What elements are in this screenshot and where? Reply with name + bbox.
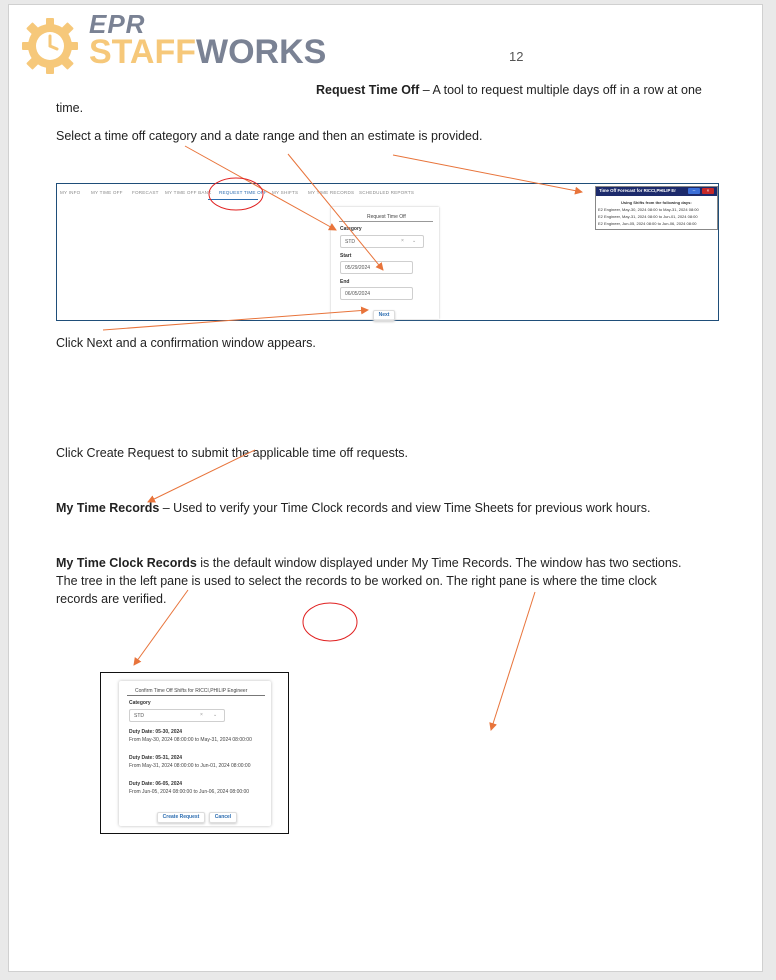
cancel-button[interactable]: Cancel — [209, 812, 237, 823]
highlight-circle-empty — [303, 603, 357, 641]
tab-my-time-off[interactable]: MY TIME OFF — [91, 190, 123, 195]
tab-my-shifts[interactable]: MY SHIFTS — [272, 190, 299, 195]
forecast-line: E2 Engineer, Jun-05, 2024 08:00 to Jun-06, 2024 08:00 — [598, 221, 697, 226]
close-icon[interactable]: × — [702, 188, 714, 194]
duty-range: From May-31, 2024 08:00:00 to Jun-01, 2024 08:00:00 — [129, 763, 251, 769]
minimize-icon[interactable]: – — [688, 188, 700, 194]
duty-range: From May-30, 2024 08:00:00 to May-31, 2024 08:00:00 — [129, 737, 252, 743]
tab-my-time-off-bank[interactable]: MY TIME OFF BANK — [165, 190, 212, 195]
arrow-to-next-button — [103, 310, 368, 330]
forecast-line: E2 Engineer, May-30, 2024 08:00 to May-31, 2024 08:00 — [598, 207, 699, 212]
time-clock-records-desc1: is the default window displayed under My Time Records. The window has two sections. — [196, 556, 682, 570]
forecast-line: E2 Engineer, May-31, 2024 08:00 to Jun-01, 2024 08:00 — [598, 214, 698, 219]
tab-my-info[interactable]: MY INFO — [60, 190, 81, 195]
logo-works-part: WORKS — [196, 33, 327, 71]
arrow-to-forecast-popup — [393, 155, 582, 192]
rto-description: – A tool to request multiple days off in a row at one — [419, 83, 702, 97]
click-create-instruction: Click Create Request to submit the applicable time off requests. — [56, 446, 409, 460]
clear-icon[interactable]: × — [401, 238, 404, 244]
next-button[interactable]: Next — [373, 310, 395, 321]
tab-my-time-records[interactable]: MY TIME RECORDS — [308, 190, 355, 195]
duty-range: From Jun-05, 2024 08:00:00 to Jun-06, 2024 08:00:00 — [129, 789, 250, 795]
confirm-category-label: Category — [129, 700, 151, 706]
time-clock-records-line3: records are verified. — [56, 592, 167, 606]
my-time-records-description: – Used to verify your Time Clock records and view Time Sheets for previous work hours. — [159, 501, 651, 515]
time-clock-records-heading: My Time Clock Records — [56, 556, 197, 570]
logo-epr-text: EPR — [89, 9, 146, 39]
chevron-down-icon[interactable]: ⌄ — [213, 712, 218, 718]
panel-title: Request Time Off — [367, 214, 406, 220]
start-date-value: 05/29/2024 — [345, 265, 371, 271]
clear-icon[interactable]: × — [200, 712, 203, 718]
select-instruction: Select a time off category and a date range and then an estimate is provided. — [56, 129, 483, 143]
confirm-category-value: STD — [134, 713, 144, 719]
page-number: 12 — [509, 49, 524, 64]
tab-request-time-off[interactable]: REQUEST TIME OFF — [219, 190, 267, 195]
duty-date: Duty Date: 05-31, 2024 — [129, 755, 183, 761]
popup-subtitle: Using Shifts from the following days: — [621, 200, 692, 205]
click-next-instruction: Click Next and a confirmation window appears. — [56, 336, 316, 350]
arrow-to-my-time-records — [148, 450, 255, 502]
arrow-to-confirm-dialog — [134, 590, 188, 665]
rto-heading: Request Time Off — [316, 83, 420, 97]
chevron-down-icon[interactable]: ⌄ — [412, 238, 417, 244]
my-time-records-heading: My Time Records — [56, 501, 160, 515]
tab-forecast[interactable]: FORECAST — [132, 190, 159, 195]
category-value: STD — [345, 239, 355, 245]
arrow-to-right-pane — [491, 592, 535, 730]
end-date-value: 06/05/2024 — [345, 291, 371, 297]
logo-staff-part: STAFF — [89, 33, 197, 71]
confirm-title: Confirm Time Off Shifts for RICCI,PHILIP Engineer — [135, 688, 248, 694]
end-label: End — [340, 279, 350, 285]
create-request-button[interactable]: Create Request — [157, 812, 205, 823]
arrow-to-category — [185, 146, 336, 230]
duty-date: Duty Date: 06-05, 2024 — [129, 781, 183, 787]
duty-date: Duty Date: 05-30, 2024 — [129, 729, 183, 735]
category-label: Category — [340, 226, 362, 232]
start-label: Start — [340, 253, 352, 259]
highlight-circle-request-tab — [209, 178, 263, 210]
popup-title: Time Off Forecast for RICCI,PHILIP Er — [599, 188, 676, 193]
tab-scheduled-reports[interactable]: SCHEDULED REPORTS — [359, 190, 415, 195]
arrow-to-dates — [288, 154, 383, 270]
time-clock-records-line2: The tree in the left pane is used to select the records to be worked on. The right pane is where the time clock — [56, 574, 657, 588]
rto-description-continued: time. — [56, 101, 84, 115]
